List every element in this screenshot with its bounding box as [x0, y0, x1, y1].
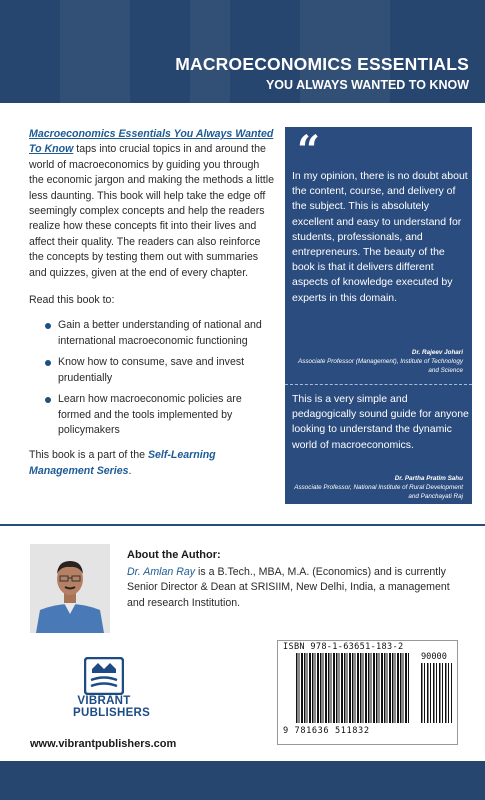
testimonial-attribution: [285, 474, 463, 501]
author-name: Dr. Amlan Ray: [127, 566, 196, 578]
publisher-name: VIBRANT: [77, 695, 131, 707]
section-divider: [0, 524, 485, 526]
header-stripe: [60, 0, 130, 103]
list-item: [29, 318, 275, 349]
header-stripe: [190, 0, 230, 103]
ean-digits: 9 781636 511832: [283, 726, 370, 736]
cover-header: [0, 0, 485, 103]
publisher-name-line2: PUBLISHERS: [73, 707, 151, 719]
series-prefix: This book is a part of the: [29, 449, 148, 462]
series-note: [29, 448, 275, 479]
list-item: [29, 355, 275, 386]
list-item: [29, 392, 275, 438]
description-book-title-cont: To Know: [29, 143, 74, 156]
list-item-text: Gain a better understanding of national and international macroeconomic functioning: [58, 319, 262, 347]
book-title: MACROECONOMICS ESSENTIALS: [175, 54, 469, 74]
description-paragraph: [29, 127, 275, 281]
addon-barcode-icon: [421, 663, 452, 723]
publisher-website: www.vibrantpublishers.com: [30, 738, 177, 750]
series-name: Self-Learning Management Series: [29, 449, 216, 477]
description-book-title: Macroeconomics Essentials You Always Wanted: [29, 128, 274, 140]
testimonial-attribution: [293, 348, 463, 375]
publisher-logo: [73, 657, 151, 719]
bullet-dot-icon: [45, 323, 51, 329]
quote-mark-icon: “: [297, 127, 321, 174]
testimonial-name: Dr. Rajeev Johari: [411, 349, 463, 356]
publisher-book-icon: [84, 657, 124, 695]
author-portrait-icon: [30, 544, 110, 633]
testimonial-role: Associate Professor (Management), Institute of Technology and Science: [298, 358, 463, 374]
testimonials-box: [285, 127, 472, 504]
list-item-text: Learn how macroeconomic policies are formed and the tools implemented by policymakers: [58, 393, 242, 436]
author-heading: About the Author:: [127, 549, 221, 561]
testimonial-text: This is a very simple and pedagogically sound guide for anyone looking to understand the dynamic world of macroeconomics.: [292, 393, 469, 451]
testimonial-text: In my opinion, there is no doubt about the content, course, and delivery of the subject. This is absolutely excellent and easy to understand for students, professionals, and entrepreneurs. The beauty of the book is that it delivers different aspects of knowledge executed by experts in this domain.: [292, 170, 468, 304]
author-bio: [127, 565, 462, 611]
read-label: Read this book to:: [29, 294, 115, 307]
bullet-dot-icon: [45, 397, 51, 403]
testimonial-divider: [285, 384, 472, 385]
description-column: [29, 127, 275, 479]
bullet-dot-icon: [45, 360, 51, 366]
book-subtitle: YOU ALWAYS WANTED TO KNOW: [265, 78, 469, 92]
isbn-label: ISBN 978-1-63651-183-2: [283, 642, 404, 652]
description-body: taps into crucial topics in and around the world of macroeconomics by guiding you through the economic jargon and making the methods a little less daunting. This book will help take the edge off seemingly complex concepts and help the readers realize how these concepts fit into their lives and affect their quality. The readers can also reinforce the concepts by testing them out with summaries and quizzes, given at the end of every chapter.: [29, 143, 274, 279]
author-photo: [30, 544, 110, 633]
barcode-icon: [296, 653, 409, 723]
testimonial-name: Dr. Partha Pratim Sahu: [394, 475, 463, 482]
cover-footer: [0, 761, 485, 800]
price-addon-number: 90000: [421, 652, 447, 662]
author-bio-text: is a B.Tech., MBA, M.A. (Economics) and is currently Senior Director & Dean at SRISIIM, New Delhi, India, a management and research Institution.: [127, 566, 450, 609]
list-item-text: Know how to consume, save and invest prudentially: [58, 356, 245, 384]
benefit-list: [29, 318, 275, 438]
series-suffix: .: [128, 464, 132, 477]
testimonial-role: Associate Professor, National Institute of Rural Development and Panchayati Raj: [294, 484, 463, 500]
